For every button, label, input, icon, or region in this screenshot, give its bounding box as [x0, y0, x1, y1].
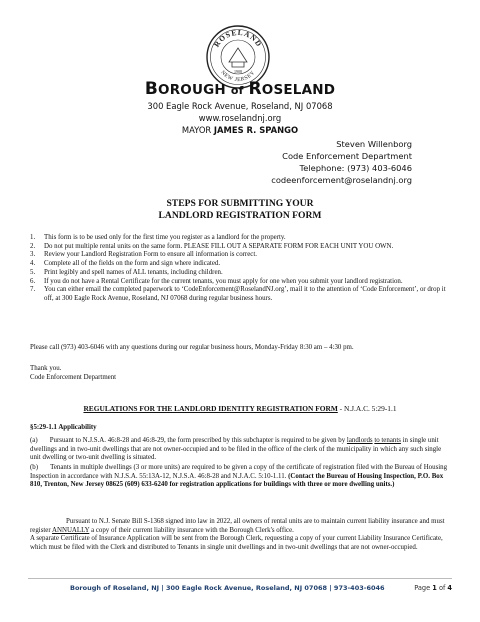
step-item: 3. Review your Landlord Registration Form to ensure all information is correct.	[30, 251, 257, 259]
step-item: 6. If you do not have a Rental Certificate for the current tenants, you must apply for one when you submit your landlord registration.	[30, 277, 403, 285]
reg-para-b: (b) Tenants in multiple dwellings (3 or more units) are required to be given a copy of the certificate of registration filed with the Bureau of Housing Inspection in accordance with N.J.S.A. 55:13A-12, N.J.S.A. 46:8-28 and N.J.A.C. 5:10-1.11. (Contact the Bureau of Housing Inspection, P.O. Box 810, Trenton, New Jersey 08625 (609) 633-6240 for registration applications for buildings with three or more dwelling units.)	[30, 464, 448, 489]
signoff: Code Enforcement Department	[30, 374, 117, 381]
regulations-heading: REGULATIONS FOR THE LANDLORD IDENTITY REGISTRATION FORM - N.J.A.C. 5:29-1.1	[83, 404, 397, 413]
section-heading: §5:29-1.1 Applicability	[30, 424, 97, 431]
step-item: 1. This form is to be used only for the first time you register as a landlord for the property.	[30, 234, 286, 241]
thank-you: Thank you.	[30, 365, 62, 372]
borough-title: BOROUGH of ROSELAND	[144, 79, 336, 99]
contact-phone: Telephone: (973) 403-6046	[299, 163, 412, 173]
step-item: 5. Print legibly and spell names of ALL tenants, including children.	[30, 268, 223, 276]
contact-name: Steven Willenborg	[336, 139, 412, 149]
footer-divider	[28, 578, 452, 579]
borough-website[interactable]: www.roselandnj.org	[198, 113, 282, 123]
mayor-line: MAYOR JAMES R. SPANGO	[181, 125, 299, 135]
seal-arc-bottom: NEW JERSEY	[219, 69, 257, 84]
page-number: Page 1 of 4	[414, 584, 452, 592]
step-item: 7. You can either email the completed paperwork to ‘CodeEnforcement@RoselandNJ.org’, mail it to the attention of ‘Code Enforcement’, or drop it off, at 300 Eagle Rock Avenue, Roseland, NJ 07068 during regular business hours.	[30, 286, 446, 302]
contact-email[interactable]: codeenforcement@roselandnj.org	[271, 175, 412, 185]
step-item: 2. Do not put multiple rental units on the same form. PLEASE FILL OUT A SEPARATE FORM FOR EACH UNIT YOU OWN.	[30, 242, 394, 250]
footer-text: Borough of Roseland, NJ | 300 Eagle Rock Avenue, Roseland, NJ 07068 | 973-403-6046	[70, 584, 385, 592]
reg-para-certificate: A separate Certificate of Insurance Application will be sent from the Borough Clerk, requesting a copy of your current Liability Insurance Certificate, which must be filed with the Clerk and distributed to Tenants in single unit dwellings and in two-unit dwellings that are not owner-occupied.	[30, 535, 443, 551]
seal-year: 1908	[234, 69, 242, 74]
borough-address: 300 Eagle Rock Avenue, Roseland, NJ 07068	[147, 101, 333, 111]
reg-para-a: (a) Pursuant to N.J.S.A. 46:8-28 and 46:8-29, the form prescribed by this subchapter is required to be given by landlords to tenants in single unit dwellings and in two-unit dwellings that are not owner-occupied and to be filed in the office of the clerk of the municipality in which any such single unit dwelling or two-unit dwelling is situated.	[30, 437, 442, 462]
step-item: 4. Complete all of the fields on the form and sign where indicated.	[30, 260, 221, 268]
call-text: Please call (973) 403-6046 with any questions during our regular business hours, Monday-Friday 8:30 am – 4:30 pm.	[30, 344, 354, 351]
contact-dept: Code Enforcement Department	[282, 151, 412, 161]
seal-arc-top: ROSELAND	[211, 27, 265, 49]
reg-para-insurance: Pursuant to N.J. Senate Bill S-1368 signed into law in 2022, all owners of rental units are to maintain current liability insurance and must register ANNUALLY a copy of their current liability insurance with the Borough Clerk's office.	[30, 518, 445, 534]
svg-text:ROSELAND	[212, 28, 264, 49]
steps-list	[30, 234, 452, 304]
steps-heading: STEPS FOR SUBMITTING YOUR LANDLORD REGISTRATION FORM	[158, 198, 322, 221]
